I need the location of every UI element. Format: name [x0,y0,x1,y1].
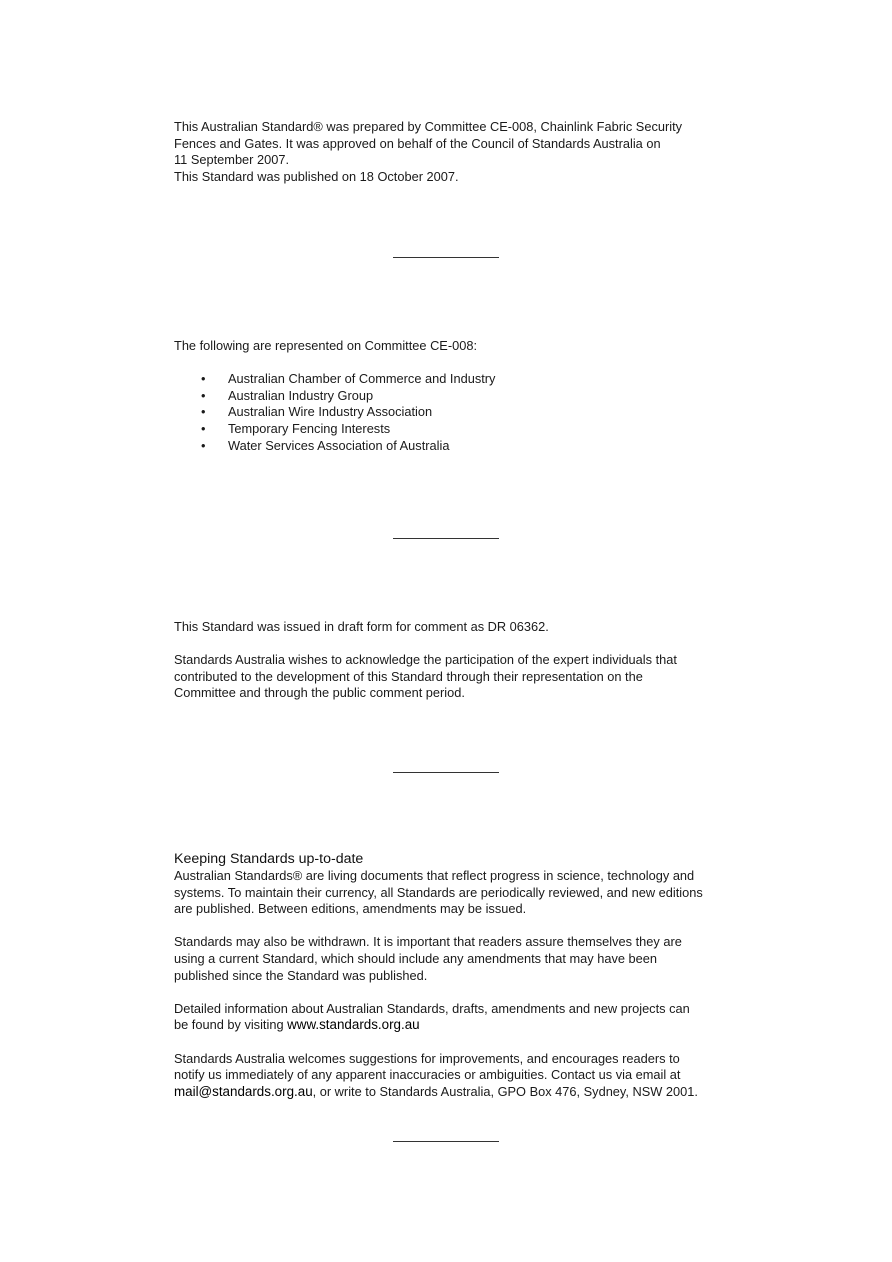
acknowledgement-line: Standards Australia wishes to acknowledge the participation of the expert individuals that [174,652,677,668]
paragraph-line [174,1084,734,1101]
section-divider [393,538,499,539]
draft-section [174,619,734,702]
keeping-up-to-date-section [174,851,734,1100]
paragraph-line: notify us immediately of any apparent inaccuracies or ambiguities. Contact us via email at [174,1067,681,1083]
committee-member-list [174,371,734,454]
bullet-icon: • [201,420,206,436]
paragraph-line: are published. Between editions, amendments may be issued. [174,901,527,917]
paragraph-line [174,1017,734,1034]
paragraph-line: Standards may also be withdrawn. It is important that readers assure themselves they are [174,934,682,950]
draft-issued-text: This Standard was issued in draft form for comment as DR 06362. [174,619,549,634]
list-item [174,438,734,455]
paragraph-line: Standards Australia welcomes suggestions for improvements, and encourages readers to [174,1050,680,1066]
approval-section [174,119,734,185]
paragraph-text: be found by visiting [174,1017,288,1033]
section-divider [393,1141,499,1142]
approval-line: This Australian Standard® was prepared by Committee CE-008, Chainlink Fabric Security [174,119,683,134]
paragraph-line: published since the Standard was published. [174,967,428,983]
bullet-icon: • [201,371,206,387]
bullet-icon: • [201,437,206,453]
acknowledgement-line: Committee and through the public comment period. [174,685,465,701]
bullet-icon: • [201,404,206,420]
email-link[interactable]: mail@standards.org.au [174,1083,313,1099]
bullet-icon: • [201,387,206,403]
paragraph-line: using a current Standard, which should include any amendments that may have been [174,950,658,966]
member-name: Australian Industry Group [228,387,374,403]
website-link[interactable]: www.standards.org.au [287,1017,420,1033]
section-divider [393,772,499,773]
committee-section [174,338,734,454]
section-divider [393,257,499,258]
member-name: Australian Chamber of Commerce and Industry [228,371,496,387]
section-heading: Keeping Standards up-to-date [174,851,364,867]
acknowledgement-line: contributed to the development of this Standard through their representation on the [174,668,643,684]
paragraph-line: Detailed information about Australian Standards, drafts, amendments and new projects can [174,1000,690,1016]
list-item [174,421,734,438]
committee-intro: The following are represented on Committee CE-008: [174,338,478,353]
paragraph-line: Australian Standards® are living documents that reflect progress in science, technology and [174,868,695,883]
member-name: Temporary Fencing Interests [228,420,391,436]
paragraph-line: systems. To maintain their currency, all Standards are periodically reviewed, and new editions [174,884,703,900]
approval-line: Fences and Gates. It was approved on behalf of the Council of Standards Australia on [174,135,661,151]
list-item [174,371,734,388]
publication-date-line: This Standard was published on 18 October 2007. [174,168,459,184]
list-item [174,388,734,405]
paragraph-text: , or write to Standards Australia, GPO Box 476, Sydney, NSW 2001. [312,1083,698,1099]
member-name: Water Services Association of Australia [228,437,450,453]
approval-line: 11 September 2007. [174,152,290,168]
member-name: Australian Wire Industry Association [228,404,433,420]
list-item [174,404,734,421]
